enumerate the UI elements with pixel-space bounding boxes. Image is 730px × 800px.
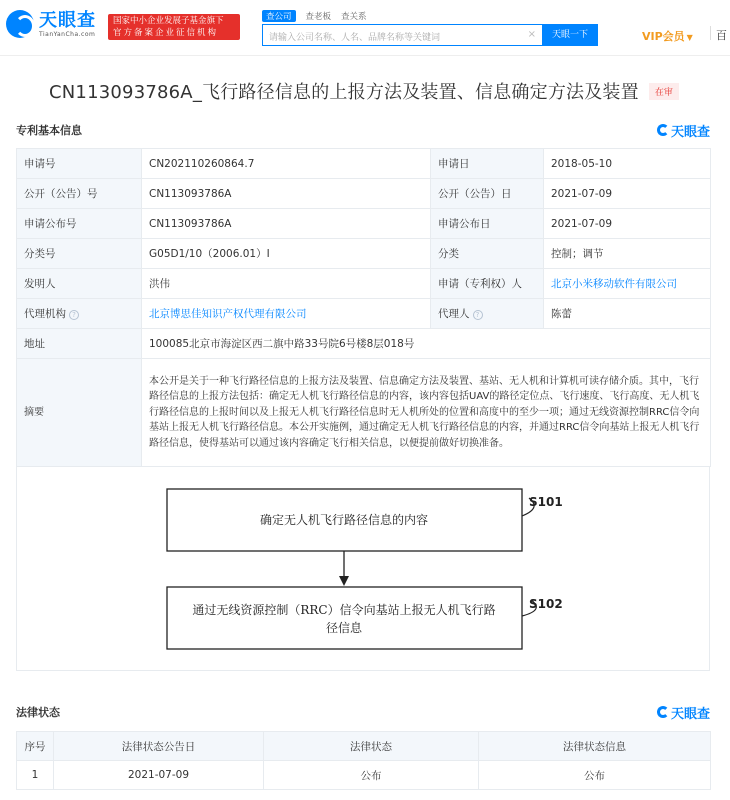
tab-search-relation[interactable]: 查关系 bbox=[341, 12, 367, 22]
applicant-label: 申请（专利权）人 bbox=[431, 269, 544, 299]
patent-title-row bbox=[49, 78, 679, 104]
app-publication-number-value: CN113093786A bbox=[142, 209, 431, 239]
step-s101-label: S101 bbox=[529, 495, 563, 509]
publication-date-label: 公开（公告）日 bbox=[431, 179, 544, 209]
col-header-index: 序号 bbox=[17, 732, 54, 761]
publication-number-label: 公开（公告）号 bbox=[17, 179, 142, 209]
section-title: 法律状态 bbox=[16, 706, 60, 719]
agency-cell bbox=[142, 299, 431, 329]
applicant-link[interactable]: 北京小米移动软件有限公司 bbox=[551, 278, 677, 290]
applicant-cell bbox=[544, 269, 711, 299]
category-label: 分类 bbox=[431, 239, 544, 269]
step-s102-text-line2: 径信息 bbox=[325, 621, 363, 635]
divider bbox=[710, 26, 711, 40]
page-title: CN113093786A_飞行路径信息的上报方法及装置、信息确定方法及装置 bbox=[49, 82, 639, 103]
top-navigation-bar bbox=[0, 0, 730, 56]
app-publication-number-label: 申请公布号 bbox=[17, 209, 142, 239]
search-input[interactable] bbox=[262, 24, 542, 46]
chevron-down-icon: ▼ bbox=[686, 33, 693, 42]
table-row bbox=[17, 359, 711, 467]
inventor-value: 洪伟 bbox=[142, 269, 431, 299]
baike-link[interactable]: 百 bbox=[716, 29, 727, 42]
application-number-label: 申请号 bbox=[17, 149, 142, 179]
agent-label: 代理人 bbox=[438, 308, 470, 320]
agent-value: 陈蕾 bbox=[544, 299, 711, 329]
help-icon[interactable]: ? bbox=[69, 310, 79, 320]
legal-status-table bbox=[16, 731, 711, 790]
clear-icon[interactable]: × bbox=[527, 29, 536, 40]
col-header-info: 法律状态信息 bbox=[479, 732, 711, 761]
section-title: 专利基本信息 bbox=[16, 124, 82, 137]
brand-name: 天眼查 bbox=[670, 124, 710, 140]
table-row bbox=[17, 329, 711, 359]
classification-number-label: 分类号 bbox=[17, 239, 142, 269]
agent-label-cell bbox=[431, 299, 544, 329]
application-date-label: 申请日 bbox=[431, 149, 544, 179]
application-number-value: CN202110260864.7 bbox=[142, 149, 431, 179]
agency-link[interactable]: 北京博思佳知识产权代理有限公司 bbox=[149, 308, 307, 320]
flowchart-diagram bbox=[17, 466, 711, 671]
step-s101-text: 确定无人机飞行路径信息的内容 bbox=[259, 513, 429, 527]
help-icon[interactable]: ? bbox=[473, 310, 483, 320]
search-placeholder: 请输入公司名称、人名、品牌名称等关键词 bbox=[269, 33, 441, 43]
step-s102-text-line1: 通过无线资源控制（RRC）信令向基站上报无人机飞行路 bbox=[192, 603, 496, 617]
brand-name: 天眼查 bbox=[670, 706, 710, 722]
brand-watermark bbox=[657, 703, 710, 722]
application-date-value: 2018-05-10 bbox=[544, 149, 711, 179]
table-row bbox=[17, 269, 711, 299]
brand-logo-icon bbox=[657, 706, 669, 718]
abstract-label: 摘要 bbox=[17, 359, 142, 467]
classification-number-value: G05D1/10（2006.01）I bbox=[142, 239, 431, 269]
app-publication-date-value: 2021-07-09 bbox=[544, 209, 711, 239]
basic-info-header bbox=[16, 121, 710, 139]
cell-index: 1 bbox=[17, 761, 54, 790]
site-logo[interactable] bbox=[6, 10, 96, 38]
cell-info: 公布 bbox=[479, 761, 711, 790]
arrow-down-icon bbox=[339, 576, 349, 586]
publication-number-value: CN113093786A bbox=[142, 179, 431, 209]
publication-date-value: 2021-07-09 bbox=[544, 179, 711, 209]
table-row bbox=[17, 239, 711, 269]
vip-label: VIP会员 bbox=[642, 30, 685, 43]
inventor-label: 发明人 bbox=[17, 269, 142, 299]
abstract-value: 本公开是关于一种飞行路径信息的上报方法及装置、信息确定方法及装置、基站、无人机和计算机可读存储介质。其中，飞行路径信息的上报方法包括：确定无人机飞行路径信息的内容，该内容包括UAV的路径定位点、飞行速度、飞行高度、无人机飞行路径信息的上报时间以及上报无人机飞行路径信息时无人机所处的位置和高度中的至少一项；通过无线资源控制RRC信令向基站上报无人机飞行路径信息。本公开实施例，通过确定无人机飞行路径信息的内容，并通过RRC信令向基站上报无人机飞行路径信息，使得基站可以通过该内容确定飞行相关信息，以便提前做好切换准备。 bbox=[142, 359, 711, 467]
patent-info-table bbox=[16, 148, 711, 467]
logo-domain: TianYanCha.com bbox=[39, 30, 96, 38]
table-row bbox=[17, 179, 711, 209]
abstract-figure bbox=[16, 466, 710, 671]
table-header-row bbox=[17, 732, 711, 761]
certification-badge[interactable] bbox=[108, 14, 240, 40]
table-row bbox=[17, 209, 711, 239]
col-header-status: 法律状态 bbox=[264, 732, 479, 761]
logo-icon bbox=[6, 10, 34, 38]
brand-watermark bbox=[657, 121, 710, 140]
cell-date: 2021-07-09 bbox=[54, 761, 264, 790]
search-button[interactable]: 天眼一下 bbox=[542, 24, 598, 46]
legal-status-header bbox=[16, 703, 710, 721]
tab-search-boss[interactable]: 查老板 bbox=[305, 12, 332, 22]
badge-line-2: 官方备案企业征信机构 bbox=[113, 28, 219, 38]
brand-logo-icon bbox=[657, 124, 669, 136]
cell-status: 公布 bbox=[264, 761, 479, 790]
agency-label-cell bbox=[17, 299, 142, 329]
step-s102-label: S102 bbox=[529, 597, 563, 611]
address-value: 100085北京市海淀区西二旗中路33号院6号楼8层018号 bbox=[142, 329, 711, 359]
search-tabs bbox=[262, 10, 367, 22]
tab-search-company[interactable]: 查公司 bbox=[262, 10, 296, 22]
table-row bbox=[17, 299, 711, 329]
address-label: 地址 bbox=[17, 329, 142, 359]
col-header-date: 法律状态公告日 bbox=[54, 732, 264, 761]
table-row bbox=[17, 149, 711, 179]
app-publication-date-label: 申请公布日 bbox=[431, 209, 544, 239]
status-badge: 在审 bbox=[649, 83, 679, 100]
logo-name: 天眼查 bbox=[39, 9, 96, 31]
vip-member-menu[interactable] bbox=[642, 28, 693, 44]
table-row bbox=[17, 761, 711, 790]
badge-line-1: 国家中小企业发展子基金旗下 bbox=[113, 16, 224, 26]
category-value: 控制；调节 bbox=[544, 239, 711, 269]
agency-label: 代理机构 bbox=[24, 308, 66, 320]
step-box-s102 bbox=[167, 587, 522, 649]
